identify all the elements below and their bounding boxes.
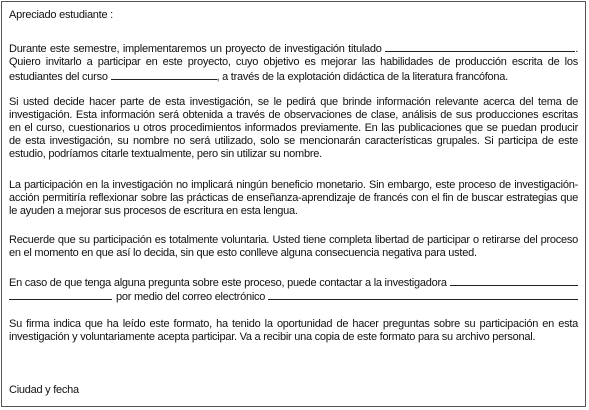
voluntary-paragraph: Recuerde que su participación es totalmente voluntaria. Usted tiene completa libertad de participar o retirarse del proceso en el momento en que así lo decida, sin que esto conlleve alguna consecuencia negativa para usted. (9, 234, 578, 259)
city-date-label: Ciudad y fecha (9, 384, 79, 396)
intro-part-3: , a través de la explotación didáctica de la literatura francófona. (216, 71, 508, 83)
contact-line-2 (9, 289, 578, 304)
course-blank[interactable] (111, 69, 217, 80)
intro-paragraph (9, 41, 578, 84)
researcher-name-blank-2[interactable] (9, 289, 112, 300)
info-paragraph: Si usted decide hacer parte de esta investigación, se le pedirá que brinde información relevante acerca del tema de investigación. Esta información será obtenida a través de observaciones de clase, análisis de sus producciones escritas en el curso, cuestionarios u otros procedimientos informados previamente. En las publicaciones que se puedan producir de esta investigación, su nombre no será utilizado, solo se mencionarán características grupales. Si participa de este estudio, podríamos citarle textualmente, pero sin utilizar su nombre. (9, 96, 578, 160)
project-title-blank[interactable] (385, 41, 575, 52)
email-blank[interactable] (268, 289, 578, 300)
greeting: Apreciado estudiante : (9, 9, 113, 21)
researcher-name-blank[interactable] (450, 275, 578, 286)
contact-line-1 (9, 275, 578, 290)
contact-text-1: En caso de que tenga alguna pregunta sobre este proceso, puede contactar a la investigadora (9, 277, 447, 289)
intro-part-2: . Quiero invitarlo a participar en este proyecto, cuyo objetivo es mejorar las habilidades de producción escrita de los estudiantes del curso (9, 43, 579, 83)
signature-paragraph: Su firma indica que ha leído este formato, ha tenido la oportunidad de hacer preguntas sobre su participación en esta investigación y voluntariamente acepta participar. Va a recibir una copia de este formato para su archivo personal. (9, 318, 578, 343)
benefit-paragraph: La participación en la investigación no implicará ningún beneficio monetario. Sin embargo, este proceso de investigación-acción permitiría reflexionar sobre las prácticas de enseñanza-aprendizaje de francés con el fin de buscar estrategias que le ayuden a mejorar sus procesos de escritura en esta lengua. (9, 179, 578, 217)
contact-text-2: por medio del correo electrónico (116, 291, 266, 303)
intro-part-1: Durante este semestre, implementaremos un proyecto de investigación titulado (9, 43, 382, 55)
consent-form (1, 1, 586, 407)
